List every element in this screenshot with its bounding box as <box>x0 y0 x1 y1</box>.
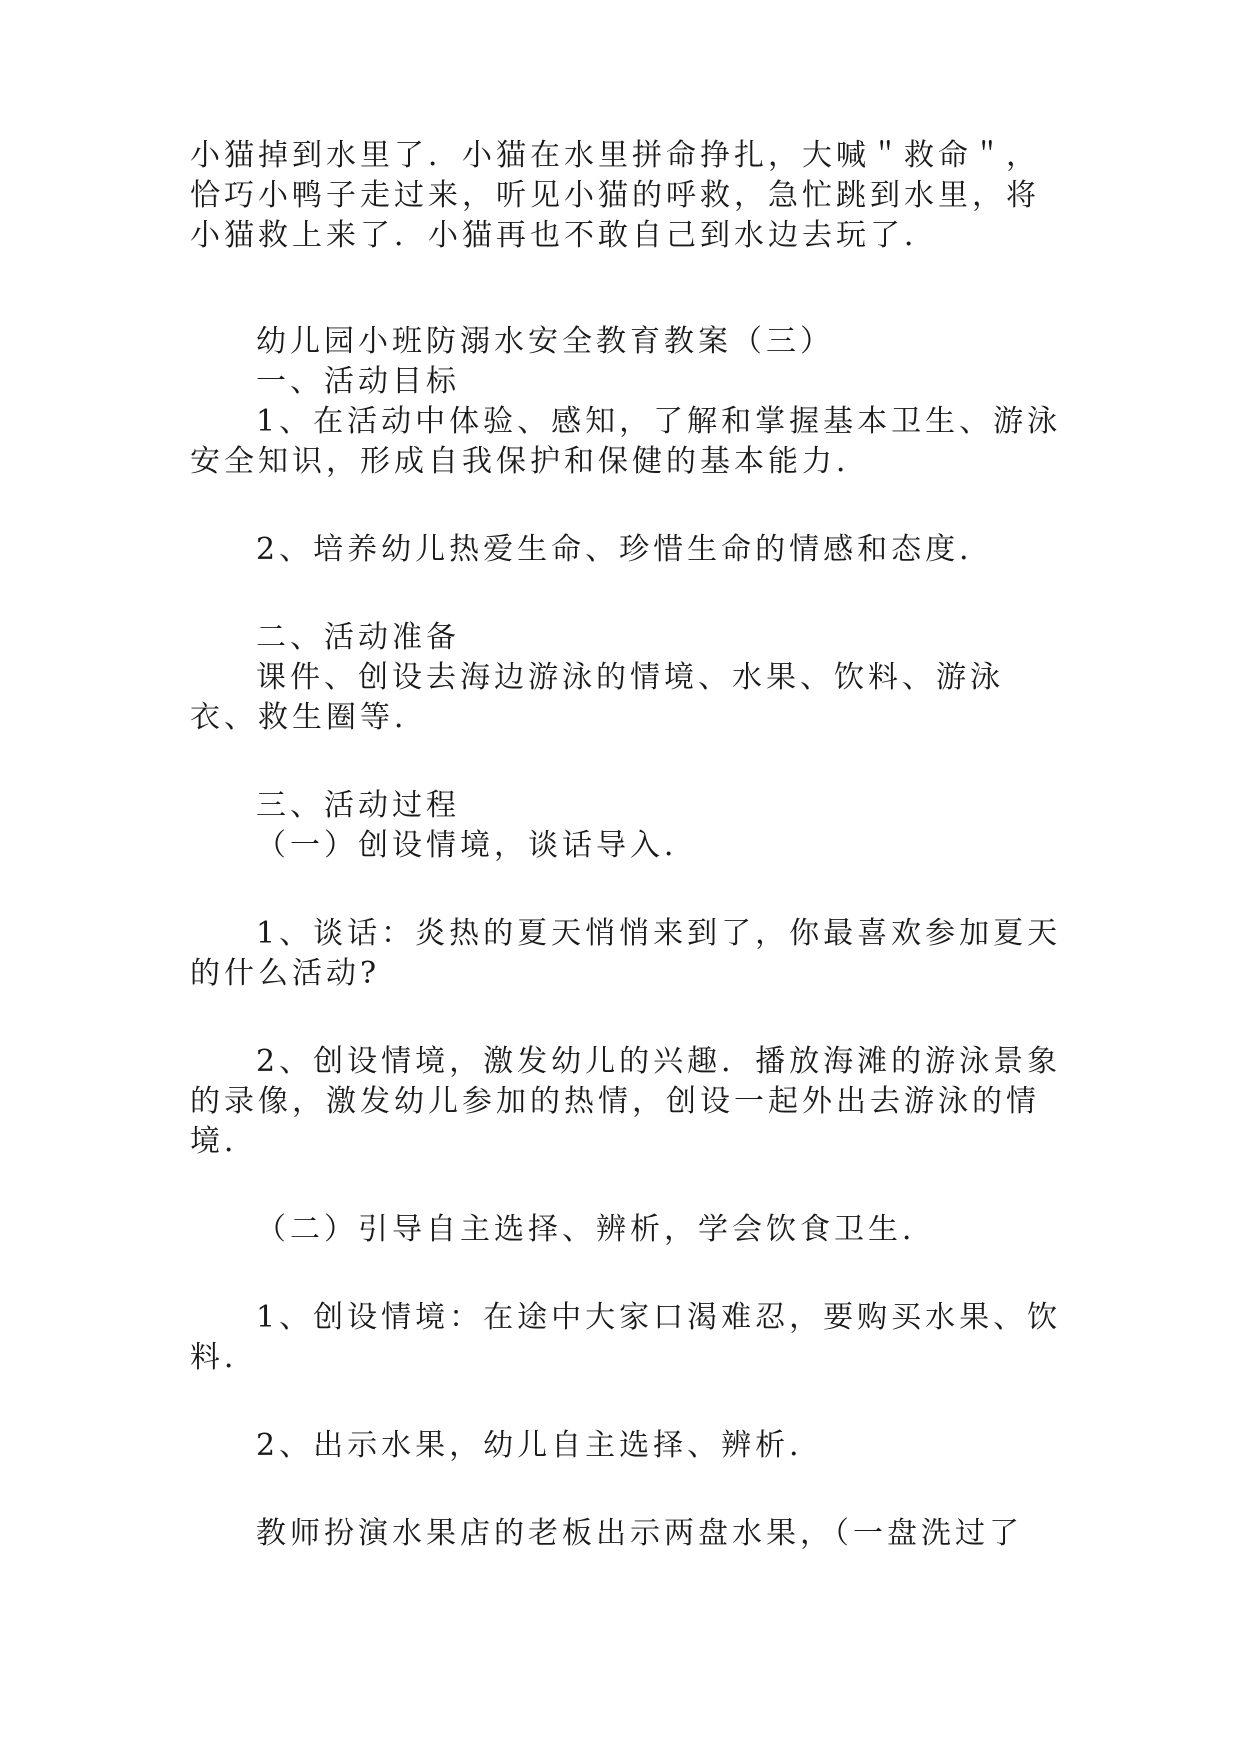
story-line-1: 小猫掉到水里了．小猫在水里拼命挣扎，大喊＂救命＂， <box>190 138 1040 173</box>
subsection-2: （二）引导自主选择、辨析，学会饮食卫生． <box>256 1212 936 1247</box>
goal-2: 2、培养幼儿热爱生命、珍惜生命的情感和态度． <box>256 532 994 567</box>
lesson-title: 幼儿园小班防溺水安全教育教案（三） <box>256 324 834 359</box>
choice-1-line-1: 1、创设情境：在途中大家口渴难忍，要购买水果、饮 <box>256 1300 1062 1335</box>
subsection-1: （一）创设情境，谈话导入． <box>256 828 698 863</box>
talk-1-line-2: 的什么活动? <box>190 956 381 991</box>
prep-line-1: 课件、创设去海边游泳的情境、水果、饮料、游泳 <box>256 660 1004 695</box>
story-line-2: 恰巧小鸭子走过来，听见小猫的呼救，急忙跳到水里，将 <box>190 178 1040 213</box>
story-line-3: 小猫救上来了．小猫再也不敢自己到水边去玩了． <box>190 218 938 253</box>
talk-2-line-2: 的录像，激发幼儿参加的热情，创设一起外出去游泳的情 <box>190 1084 1040 1119</box>
choice-2: 2、出示水果，幼儿自主选择、辨析． <box>256 1428 824 1463</box>
prep-line-2: 衣、救生圈等． <box>190 700 428 735</box>
talk-2-line-3: 境． <box>190 1124 258 1159</box>
goal-1-line-2: 安全知识，形成自我保护和保健的基本能力． <box>190 444 870 479</box>
section-heading-prep: 二、活动准备 <box>256 620 460 655</box>
choice-3-line-1: 教师扮演水果店的老板出示两盘水果，（一盘洗过了 <box>256 1516 1023 1551</box>
goal-1-line-1: 1、在活动中体验、感知，了解和掌握基本卫生、游泳 <box>256 404 1062 439</box>
choice-1-line-2: 料． <box>190 1340 258 1375</box>
section-heading-process: 三、活动过程 <box>256 788 460 823</box>
talk-2-line-1: 2、创设情境，激发幼儿的兴趣．播放海滩的游泳景象 <box>256 1044 1062 1079</box>
section-heading-goals: 一、活动目标 <box>256 364 460 399</box>
talk-1-line-1: 1、谈话：炎热的夏天悄悄来到了，你最喜欢参加夏天 <box>256 916 1062 951</box>
